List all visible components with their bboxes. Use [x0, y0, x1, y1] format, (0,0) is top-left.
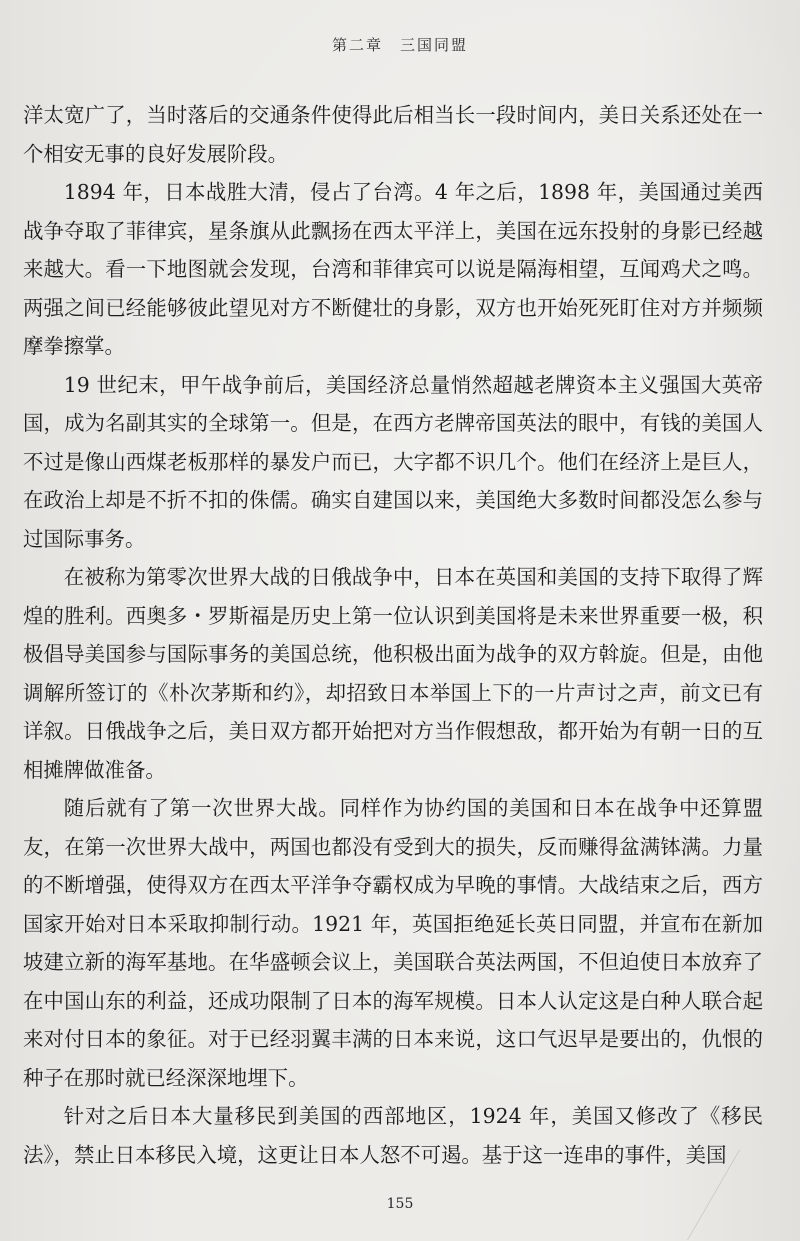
running-head: 第二章 三国同盟 [331, 36, 468, 54]
paragraph-4: 在被称为第零次世界大战的日俄战争中，日本在英国和美国的支持下取得了辉煌的胜利。西奥多・罗斯福是历史上第一位认识到美国将是未来世界重要一极，积极倡导美国参与国际事务的美国总统，他积极出面为战争的双方斡旋。但是，由他调解所签订的《朴次茅斯和约》，却招致日本举国上下的一片声讨之声，前文已有详叙。日俄战争之后，美日双方都开始把对方当作假想敌，都开始为有朝一日的互相摊牌做准备。 [23, 565, 763, 782]
paragraph-3: 19 世纪末，甲午战争前后，美国经济总量悄然超越老牌资本主义强国大英帝国，成为名副其实的全球第一。但是，在西方老牌帝国英法的眼中，有钱的美国人不过是像山西煤老板那样的暴发户而已，大字都不识几个。他们在经济上是巨人，在政治上却是不折不扣的侏儒。确实自建国以来，美国绝大多数时间都没怎么参与过国际事务。 [23, 372, 763, 551]
paragraph-1: 洋太宽广了，当时落后的交通条件使得此后相当长一段时间内，美日关系还处在一个相安无事的良好发展阶段。 [23, 103, 763, 166]
page-number: 155 [386, 1196, 414, 1212]
paragraph-2: 1894 年，日本战胜大清，侵占了台湾。4 年之后，1898 年，美国通过美西战争夺取了菲律宾，星条旗从此飘扬在西太平洋上，美国在远东投射的身影已经越来越大。看一下地图就会发现，台湾和菲律宾可以说是隔海相望，互闻鸡犬之鸣。两强之间已经能够彼此望见对方不断健壮的身影，双方也开始死死盯住对方并频频摩拳擦掌。 [23, 180, 763, 358]
paragraph-6: 针对之后日本大量移民到美国的西部地区，1924 年，美国又修改了《移民法》，禁止日本移民入境，这更让日本人怒不可遏。基于这一连串的事件，美国 [23, 1104, 763, 1167]
paragraph-5: 随后就有了第一次世界大战。同样作为协约国的美国和日本在战争中还算盟友，在第一次世界大战中，两国也都没有受到大的损失，反而赚得盆满钵满。力量的不断增强，使得双方在西太平洋争夺霸权成为早晚的事情。大战结束之后，西方国家开始对日本采取抑制行动。1921 年，英国拒绝延长英日同盟，并宣布在新加坡建立新的海军基地。在华盛顿会议上，美国联合英法两国，不但迫使日本放弃了在中国山东的利益，还成功限制了日本的海军规模。日本人认定这是白种人联合起来对付日本的象征。对于已经羽翼丰满的日本来说，这口气迟早是要出的，仇恨的种子在那时就已经深深地埋下。 [23, 796, 763, 1090]
body-text [23, 96, 763, 1174]
